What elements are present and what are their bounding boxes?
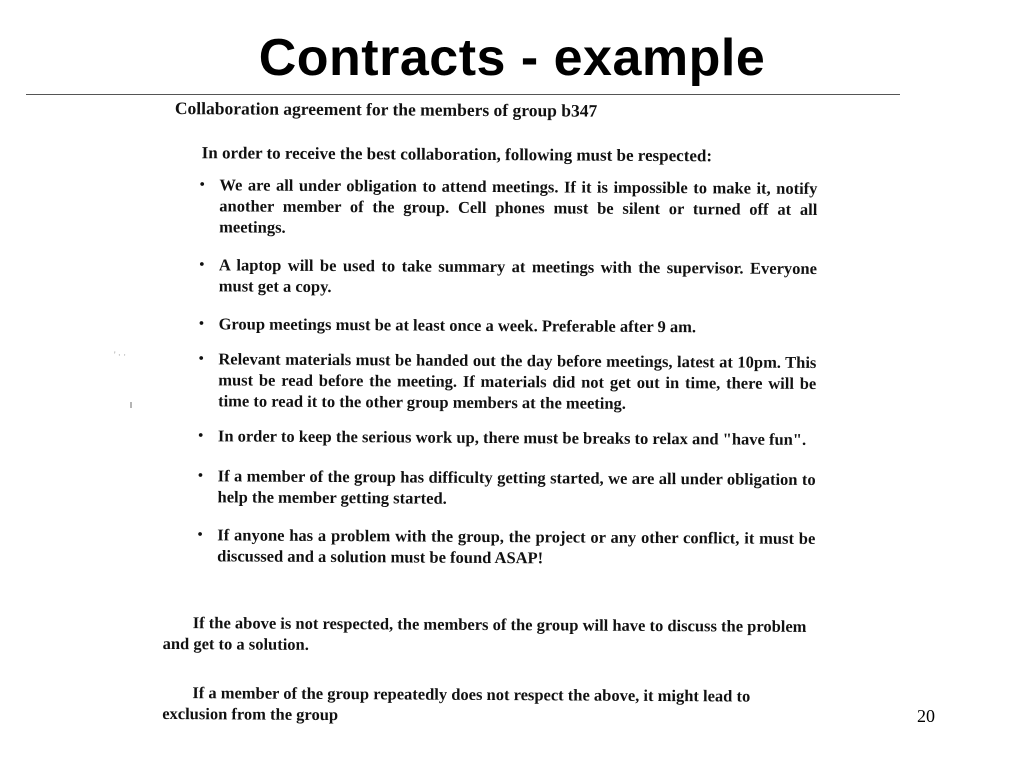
rule-text: If a member of the group has difficulty getting started, we are all under obligation to help the member getting started. bbox=[217, 466, 816, 508]
rule-text: Relevant materials must be handed out the day before meetings, latest at 10pm. This must be read before the meeting. If materials did not get out in time, there will be time to read it to the other group members at the meeting. bbox=[218, 349, 817, 413]
bullet-icon: • bbox=[198, 315, 205, 333]
rule-item bbox=[195, 524, 815, 570]
scanned-document bbox=[161, 96, 825, 736]
document-intro: In order to receive the best collaboration, following must be respected: bbox=[201, 143, 713, 166]
title-divider bbox=[26, 94, 900, 95]
rules-list bbox=[195, 174, 817, 570]
rule-item bbox=[197, 174, 817, 241]
bullet-icon: • bbox=[197, 427, 204, 445]
closing-paragraph: If a member of the group repeatedly does not respect the above, it might lead to exclusion from the group bbox=[162, 683, 751, 725]
bullet-icon: • bbox=[197, 467, 204, 485]
closing-paragraph: If the above is not respected, the members of the group will have to discuss the problem and get to a solution. bbox=[162, 613, 807, 654]
scan-artifact: ' · · bbox=[114, 350, 127, 360]
bullet-icon: • bbox=[197, 526, 203, 544]
bullet-icon: • bbox=[199, 176, 206, 194]
rule-item bbox=[197, 254, 817, 300]
rule-text: If anyone has a problem with the group, the project or any other conflict, it must be discussed and a solution must be found ASAP! bbox=[217, 525, 816, 568]
rule-item bbox=[195, 465, 815, 511]
rule-text: Group meetings must be at least once a week. Preferable after 9 am. bbox=[218, 314, 697, 337]
bullet-icon: • bbox=[198, 256, 205, 274]
rule-text: In order to keep the serious work up, there must be breaks to relax and "have fun". bbox=[217, 426, 807, 449]
rule-item bbox=[196, 425, 816, 450]
rule-text: We are all under obligation to attend meetings. If it is impossible to make it, notify another member of the group. Cell phones must be silent or turned off at all meetings. bbox=[219, 175, 818, 237]
scan-artifact-mark bbox=[130, 402, 132, 408]
rule-item bbox=[197, 313, 817, 338]
document-heading: Collaboration agreement for the members of group b347 bbox=[174, 98, 598, 121]
page-number: 20 bbox=[917, 706, 935, 726]
slide-title: Contracts - example bbox=[258, 29, 766, 87]
rule-text: A laptop will be used to take summary at meetings with the supervisor. Everyone must get a copy. bbox=[218, 255, 818, 297]
bullet-icon: • bbox=[198, 350, 205, 368]
rule-item bbox=[196, 348, 816, 415]
